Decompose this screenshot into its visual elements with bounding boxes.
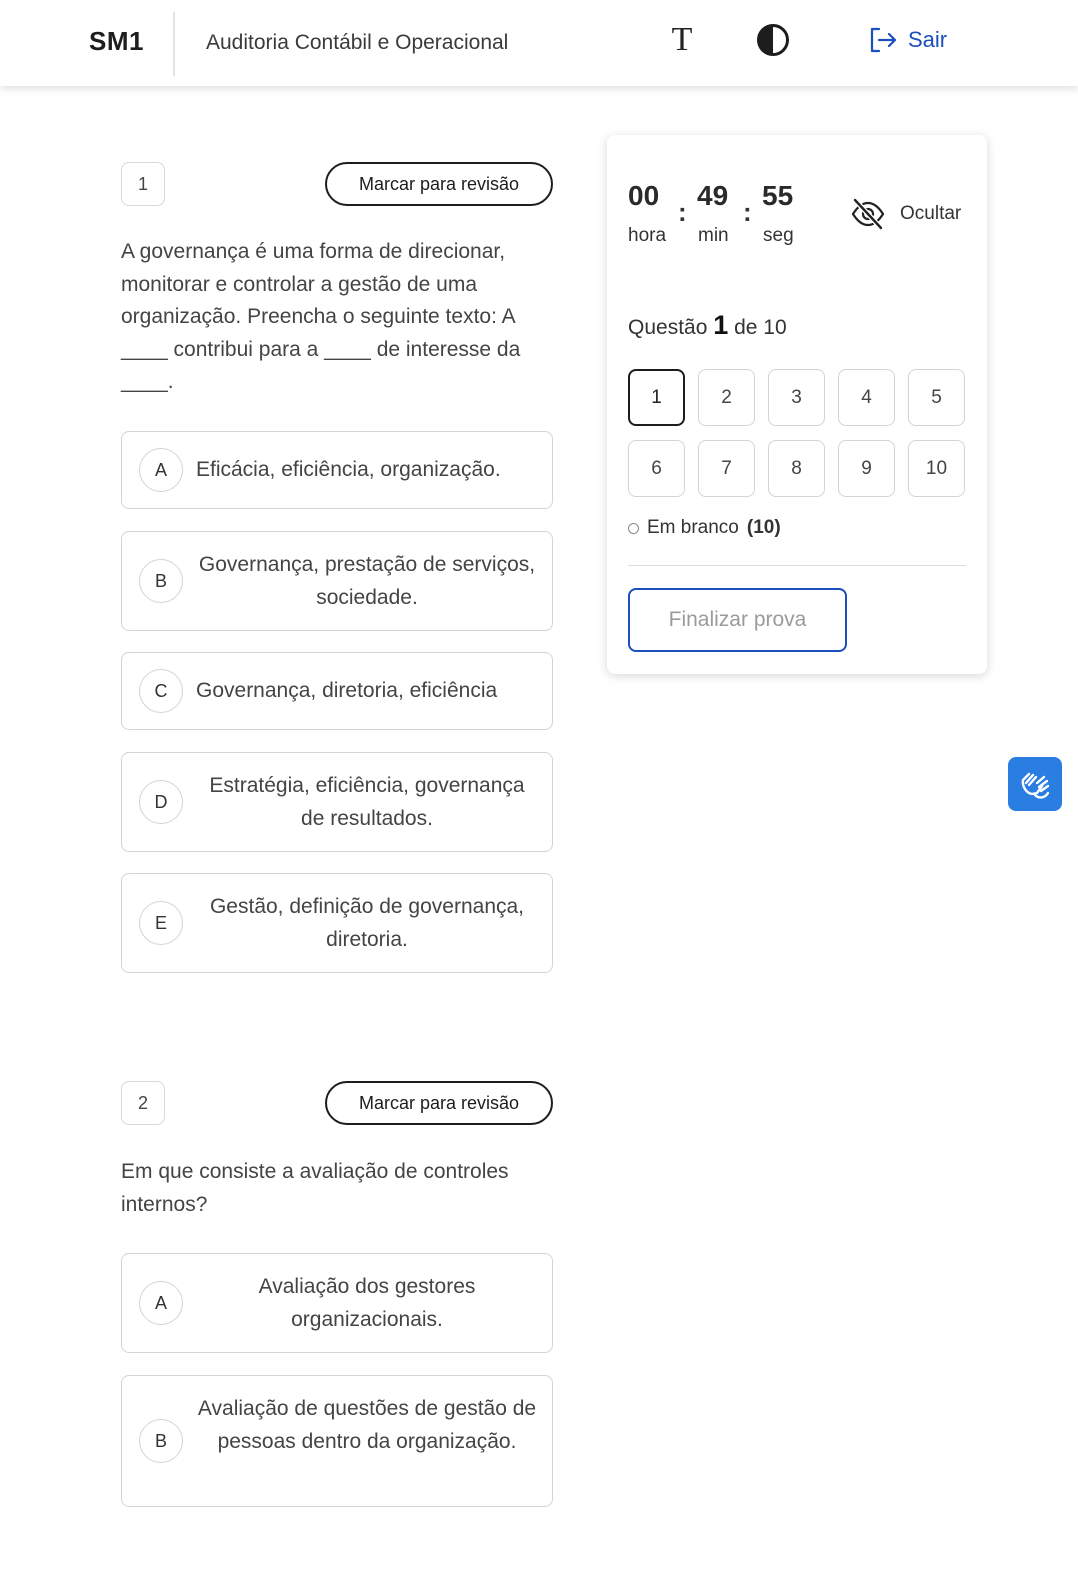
question-counter (628, 310, 787, 341)
question-1 (121, 162, 553, 974)
timer-seconds-label: seg (763, 225, 794, 246)
question-nav-button[interactable]: 5 (908, 369, 965, 426)
mark-review-button[interactable]: Marcar para revisão (325, 1081, 553, 1125)
option-b[interactable] (121, 531, 553, 631)
logo: SM1 (89, 26, 144, 56)
timer-hours-label: hora (628, 225, 667, 246)
eye-off-icon (850, 197, 886, 231)
question-number: 2 (121, 1081, 165, 1125)
option-text: Avaliação de questões de gestão de pessoas dentro da organização. (197, 1397, 537, 1453)
option-b[interactable] (121, 1375, 553, 1507)
timer-separator: : (743, 197, 752, 227)
question-nav-button[interactable]: 10 (908, 440, 965, 497)
finish-exam-button[interactable]: Finalizar prova (628, 588, 847, 652)
question-nav-button[interactable]: 3 (768, 369, 825, 426)
option-letter: B (139, 1419, 183, 1463)
option-text: Eficácia, eficiência, organização. (196, 458, 501, 481)
question-2 (121, 1081, 553, 1509)
blank-dot-icon (628, 523, 639, 534)
question-text: Em que consiste a avaliação de controles internos? (121, 1160, 509, 1216)
hide-label: Ocultar (900, 203, 962, 224)
option-text: Gestão, definição de governança, diretoria. (209, 895, 525, 951)
option-letter: C (139, 669, 183, 713)
option-letter: A (139, 448, 183, 492)
timer-minutes: 49 (697, 180, 729, 211)
blank-label: Em branco (647, 517, 739, 538)
logout-label: Sair (908, 27, 948, 52)
sign-language-button[interactable] (1008, 757, 1062, 811)
question-nav-button[interactable]: 9 (838, 440, 895, 497)
hide-timer-button[interactable] (850, 197, 961, 231)
question-nav-button[interactable]: 2 (698, 369, 755, 426)
option-a[interactable] (121, 431, 553, 509)
option-e[interactable] (121, 873, 553, 973)
counter-suffix: de 10 (734, 316, 787, 339)
question-nav-button[interactable]: 6 (628, 440, 685, 497)
option-d[interactable] (121, 752, 553, 852)
question-nav-button[interactable]: 7 (698, 440, 755, 497)
option-letter: A (139, 1281, 183, 1325)
question-text: A governança é uma forma de direcionar, monitorar e controlar a gestão de uma organização. Preencha o seguinte texto: A ____ contribui para a ____ de interesse da ____. (121, 240, 521, 393)
option-letter: B (139, 559, 183, 603)
question-nav-button[interactable]: 1 (628, 369, 685, 426)
blank-count: (10) (746, 517, 781, 538)
counter-prefix: Questão (628, 316, 708, 339)
option-letter: D (139, 780, 183, 824)
option-text: Avaliação dos gestores organizacionais. (258, 1275, 476, 1331)
logout-button[interactable] (868, 26, 947, 54)
question-nav-button[interactable]: 4 (838, 369, 895, 426)
timer-separator: : (678, 197, 687, 227)
blank-legend (628, 517, 781, 539)
font-size-icon[interactable]: T (671, 21, 693, 58)
timer-seconds: 55 (762, 180, 794, 211)
mark-review-button[interactable]: Marcar para revisão (325, 162, 553, 206)
panel-divider (628, 565, 966, 566)
question-nav-button[interactable]: 8 (768, 440, 825, 497)
question-number: 1 (121, 162, 165, 206)
timer-hours: 00 (628, 180, 660, 211)
logout-icon (868, 26, 898, 54)
top-header (0, 0, 1078, 86)
course-title: Auditoria Contábil e Operacional (206, 31, 509, 54)
option-text: Estratégia, eficiência, governança de resultados. (209, 774, 525, 830)
question-nav-grid (628, 369, 966, 497)
option-text: Governança, prestação de serviços, sociedade. (198, 553, 536, 609)
option-c[interactable] (121, 652, 553, 730)
sign-language-icon (1017, 766, 1053, 802)
contrast-icon[interactable] (753, 20, 793, 60)
option-a[interactable] (121, 1253, 553, 1353)
header-divider (173, 12, 175, 76)
exam-panel (607, 135, 987, 674)
timer-minutes-label: min (698, 225, 729, 246)
option-text: Governança, diretoria, eficiência (196, 679, 498, 702)
counter-current: 1 (713, 310, 729, 340)
option-letter: E (139, 901, 183, 945)
